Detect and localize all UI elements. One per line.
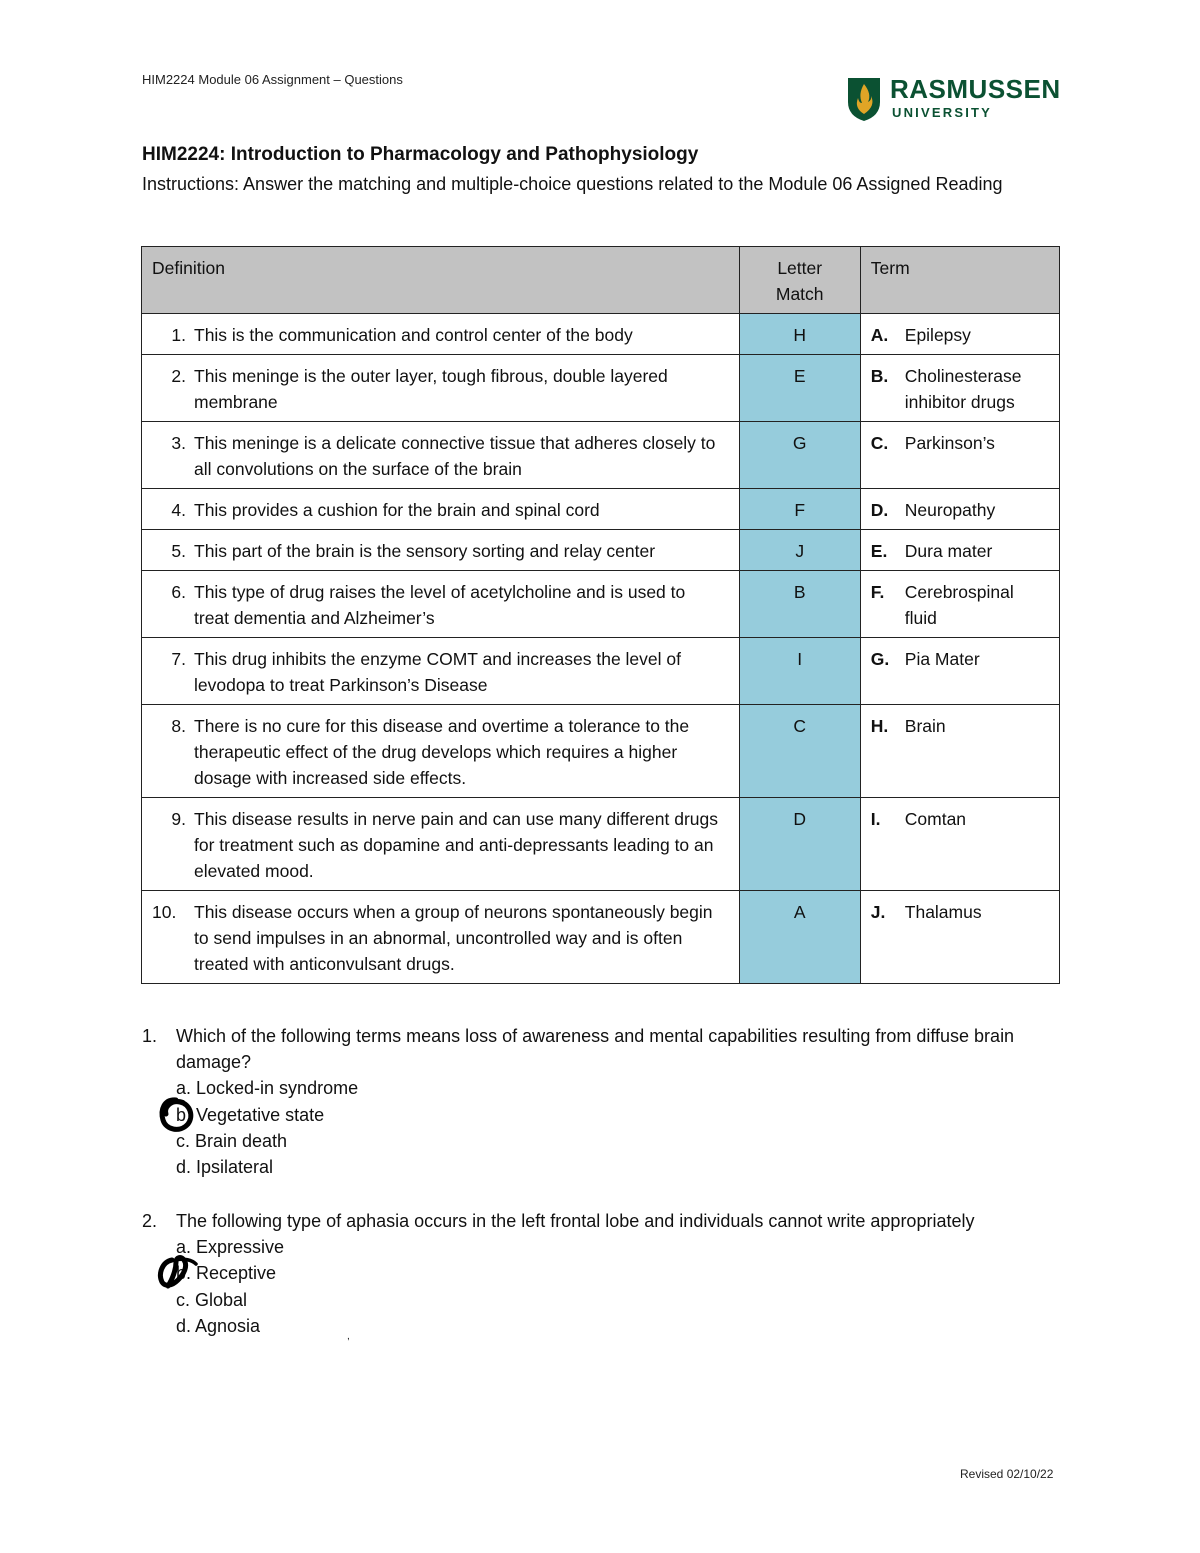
letter-cell: A: [739, 891, 860, 984]
header-letter-match: [739, 247, 860, 314]
definition-text: This disease results in nerve pain and can use many different drugs for treatment such as dopamine and anti-depressants leading to an elevated mood.: [194, 809, 719, 881]
page-title: HIM2224: Introduction to Pharmacology and Pathophysiology: [142, 144, 699, 165]
option-a: a. Locked-in syndrome: [176, 1078, 359, 1099]
table-row: [142, 798, 1060, 891]
term-text: Cerebrospinal fluid: [904, 582, 1014, 628]
table-row: [142, 314, 1060, 355]
definition-cell: [142, 798, 740, 891]
definition-cell: [142, 355, 740, 422]
table-header-row: [142, 247, 1060, 314]
option-d: d. Ipsilateral: [176, 1157, 274, 1178]
term-text: Dura mater: [904, 541, 993, 561]
table-row: [142, 422, 1060, 489]
letter-cell: C: [739, 705, 860, 798]
term-cell: [860, 355, 1059, 422]
term-cell: [860, 489, 1059, 530]
option-c: c. Global: [176, 1289, 248, 1310]
definition-text: This part of the brain is the sensory sorting and relay center: [194, 541, 656, 561]
instructions: Instructions: Answer the matching and multiple-choice questions related to the Module 06 Assigned Reading: [142, 174, 1003, 194]
term-text: Pia Mater: [904, 649, 980, 669]
table-row: [142, 705, 1060, 798]
term-letter: I.: [870, 809, 881, 829]
header-letter: Letter: [777, 258, 823, 278]
letter-cell: I: [739, 638, 860, 705]
term-letter: D.: [870, 500, 889, 520]
definition-cell: [142, 489, 740, 530]
row-number: 5.: [171, 541, 186, 561]
definition-cell: [142, 571, 740, 638]
term-letter: F.: [870, 582, 885, 602]
document-label: HIM2224 Module 06 Assignment – Questions: [142, 72, 403, 87]
option-b: b. Receptive: [176, 1263, 277, 1284]
term-text: Parkinson’s: [904, 433, 995, 453]
table-row: [142, 530, 1060, 571]
letter-cell: G: [739, 422, 860, 489]
header-definition: Definition: [142, 247, 740, 314]
row-number: 7.: [171, 649, 186, 669]
definition-text: This type of drug raises the level of acetylcholine and is used to treat dementia and Alzheimer’s: [194, 582, 686, 628]
definition-text: This drug inhibits the enzyme COMT and increases the level of levodopa to treat Parkinson’s Disease: [194, 649, 681, 695]
logo-subtitle: UNIVERSITY: [892, 105, 993, 120]
question-1: [142, 1023, 1056, 1180]
letter-cell: D: [739, 798, 860, 891]
table-row: [142, 891, 1060, 984]
term-cell: [860, 798, 1059, 891]
row-number: 10.: [152, 902, 177, 922]
table-row: [142, 489, 1060, 530]
definition-cell: [142, 422, 740, 489]
term-text: Cholinesterase inhibitor drugs: [904, 366, 1022, 412]
option-a: a. Expressive: [176, 1237, 285, 1258]
term-letter: J.: [870, 902, 886, 922]
term-cell: [860, 571, 1059, 638]
letter-cell: H: [739, 314, 860, 355]
letter-cell: J: [739, 530, 860, 571]
letter-cell: B: [739, 571, 860, 638]
question-number: 2.: [142, 1211, 158, 1231]
term-text: Brain: [904, 716, 946, 736]
question-text: The following type of aphasia occurs in the left frontal lobe and individuals cannot write appropriately: [176, 1211, 975, 1231]
table-row: [142, 638, 1060, 705]
definition-cell: [142, 314, 740, 355]
stray-mark: ,: [347, 1331, 350, 1342]
definition-cell: [142, 891, 740, 984]
term-text: Thalamus: [904, 902, 982, 922]
definition-text: There is no cure for this disease and overtime a tolerance to the therapeutic effect of the drug develops which requires a higher dosage with increased side effects.: [194, 716, 690, 788]
handwritten-circle-mark-icon: [156, 1096, 200, 1136]
table-row: [142, 571, 1060, 638]
revision-date: Revised 02/10/22: [960, 1467, 1054, 1481]
row-number: 9.: [171, 809, 186, 829]
definition-cell: [142, 638, 740, 705]
term-letter: B.: [870, 366, 889, 386]
term-cell: [860, 638, 1059, 705]
term-letter: E.: [870, 541, 888, 561]
option-c: c. Brain death: [176, 1130, 288, 1151]
letter-cell: E: [739, 355, 860, 422]
question-2: [142, 1208, 1056, 1339]
definition-text: This disease occurs when a group of neurons spontaneously begin to send impulses in an abnormal, uncontrolled way and is often treated with anticonvulsant drugs.: [194, 902, 713, 974]
term-cell: [860, 530, 1059, 571]
term-letter: G.: [870, 649, 890, 669]
term-cell: [860, 891, 1059, 984]
term-letter: H.: [870, 716, 889, 736]
shield-flame-icon: [846, 76, 882, 122]
row-number: 1.: [171, 325, 186, 345]
handwritten-circle-mark-icon: [154, 1254, 202, 1290]
option-d: d. Agnosia: [176, 1315, 261, 1336]
row-number: 3.: [171, 433, 186, 453]
option-b: b. Vegetative state: [176, 1104, 325, 1125]
row-number: 2.: [171, 366, 186, 386]
header-match: Match: [775, 284, 824, 304]
logo-wordmark: RASMUSSEN: [890, 74, 1061, 104]
header-term: Term: [860, 247, 1059, 314]
definition-text: This meninge is the outer layer, tough fibrous, double layered membrane: [194, 366, 668, 412]
university-logo: [846, 74, 1061, 124]
question-text: Which of the following terms means loss of awareness and mental capabilities resulting from diffuse brain damage?: [176, 1026, 1015, 1073]
definition-text: This is the communication and control center of the body: [194, 325, 633, 345]
table-row: [142, 355, 1060, 422]
term-text: Epilepsy: [904, 325, 971, 345]
row-number: 8.: [171, 716, 186, 736]
term-text: Neuropathy: [904, 500, 996, 520]
row-number: 6.: [171, 582, 186, 602]
term-letter: C.: [870, 433, 889, 453]
definition-text: This meninge is a delicate connective tissue that adheres closely to all convolutions on the surface of the brain: [194, 433, 716, 479]
term-cell: [860, 705, 1059, 798]
matching-table: [141, 246, 1060, 984]
definition-text: This provides a cushion for the brain and spinal cord: [194, 500, 600, 520]
definition-cell: [142, 530, 740, 571]
row-number: 4.: [171, 500, 186, 520]
question-number: 1.: [142, 1026, 158, 1046]
definition-cell: [142, 705, 740, 798]
term-text: Comtan: [904, 809, 967, 829]
term-cell: [860, 422, 1059, 489]
term-cell: [860, 314, 1059, 355]
term-letter: A.: [870, 325, 889, 345]
letter-cell: F: [739, 489, 860, 530]
